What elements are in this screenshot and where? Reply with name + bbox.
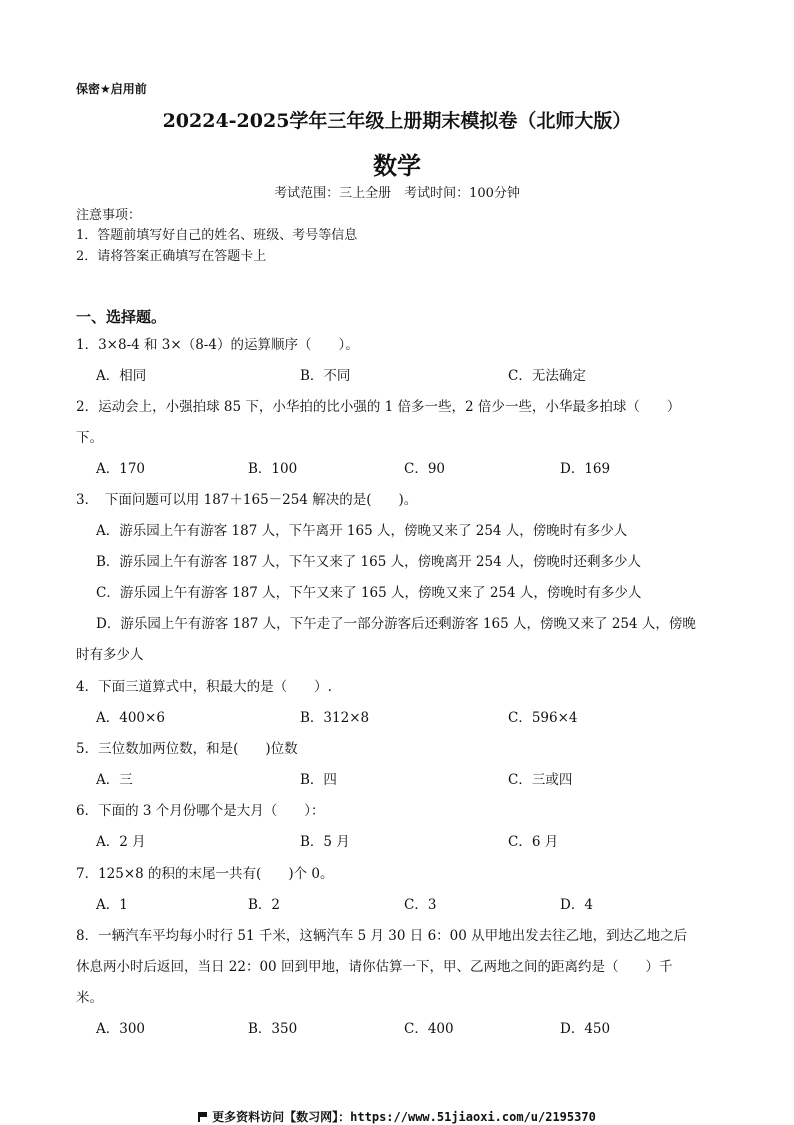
- option: A．1: [96, 897, 128, 913]
- exam-info: 考试范围：三上全册 考试时间：100分钟: [274, 186, 520, 201]
- option: B．100: [248, 461, 298, 477]
- option: A．170: [96, 461, 146, 477]
- footer: [0, 1108, 794, 1125]
- option: A．2 月: [96, 834, 146, 850]
- option: D．450: [560, 1021, 611, 1037]
- question-stem: 2．运动会上，小强拍球 85 下，小华拍的比小强的 1 倍多一些，2 倍少一些，小华最多拍球（ ）: [76, 399, 681, 415]
- option: B．5 月: [300, 834, 350, 850]
- flag-icon: [198, 1112, 207, 1122]
- option: A．三: [96, 772, 133, 788]
- option: A．400×6: [96, 710, 165, 726]
- footer-link[interactable]: 更多资料访问【数习网】：https://www.51jiaoxi.com/u/2195370: [212, 1110, 596, 1124]
- option: A．300: [96, 1021, 146, 1037]
- option: C．三或四: [508, 772, 573, 788]
- question-stem: 8．一辆汽车平均每小时行 51 千米，这辆汽车 5 月 30 日 6：00 从甲地出发去往乙地，到达乙地之后: [76, 928, 688, 944]
- question-stem: 7．125×8 的积的末尾一共有( )个 0。: [76, 866, 334, 882]
- option: A．相同: [96, 368, 147, 384]
- option: B．2: [248, 897, 281, 913]
- section-title: 一、选择题。: [76, 308, 167, 326]
- question-stem: 6．下面的 3 个月份哪个是大月（ ）：: [76, 803, 325, 819]
- option: B．游乐园上午有游客 187 人，下午又来了 165 人，傍晚离开 254 人，傍晚时还剩多少人: [96, 554, 641, 570]
- subject-title: 数学: [373, 151, 421, 180]
- notes-item: 2．请将答案正确填写在答题卡上: [76, 249, 267, 264]
- notes-heading: 注意事项：: [76, 208, 142, 223]
- question-stem: 休息两小时后返回，当日 22：00 回到甲地，请你估算一下，甲、乙两地之间的距离约是（ ）千: [76, 959, 673, 975]
- option: C．6 月: [508, 834, 559, 850]
- option: A．游乐园上午有游客 187 人，下午离开 165 人，傍晚又来了 254 人，傍晚时有多少人: [96, 523, 628, 539]
- option: C．400: [404, 1021, 454, 1037]
- option: B．312×8: [300, 710, 370, 726]
- question-stem: 1．3×8-4 和 3×（8-4）的运算顺序（ ）。: [76, 337, 359, 353]
- option: C．3: [404, 897, 437, 913]
- option: C．无法确定: [508, 368, 586, 384]
- option: B．四: [300, 772, 337, 788]
- exam-title: 20224-2025学年三年级上册期末模拟卷（北师大版）: [162, 110, 632, 132]
- option: D．169: [560, 461, 611, 477]
- option: C．596×4: [508, 710, 578, 726]
- question-stem: 下。: [76, 430, 103, 446]
- question-stem: 4．下面三道算式中，积最大的是（ ）.: [76, 679, 332, 695]
- question-stem: 3． 下面问题可以用 187＋165－254 解决的是( )。: [76, 492, 418, 508]
- option: 时有多少人: [76, 647, 144, 663]
- option: C．游乐园上午有游客 187 人，下午又来了 165 人，傍晚又来了 254 人，傍晚时有多少人: [96, 585, 642, 601]
- question-stem: 米。: [76, 990, 103, 1006]
- option: D．4: [560, 897, 593, 913]
- option: B．350: [248, 1021, 298, 1037]
- option: B．不同: [300, 368, 351, 384]
- confidential-label: 保密★启用前: [76, 82, 147, 96]
- notes-item: 1．答题前填写好自己的姓名、班级、考号等信息: [76, 228, 358, 243]
- option: C．90: [404, 461, 446, 477]
- question-stem: 5．三位数加两位数，和是( )位数: [76, 741, 298, 757]
- option: D．游乐园上午有游客 187 人，下午走了一部分游客后还剩游客 165 人，傍晚又来了 254 人，傍晚: [96, 616, 696, 632]
